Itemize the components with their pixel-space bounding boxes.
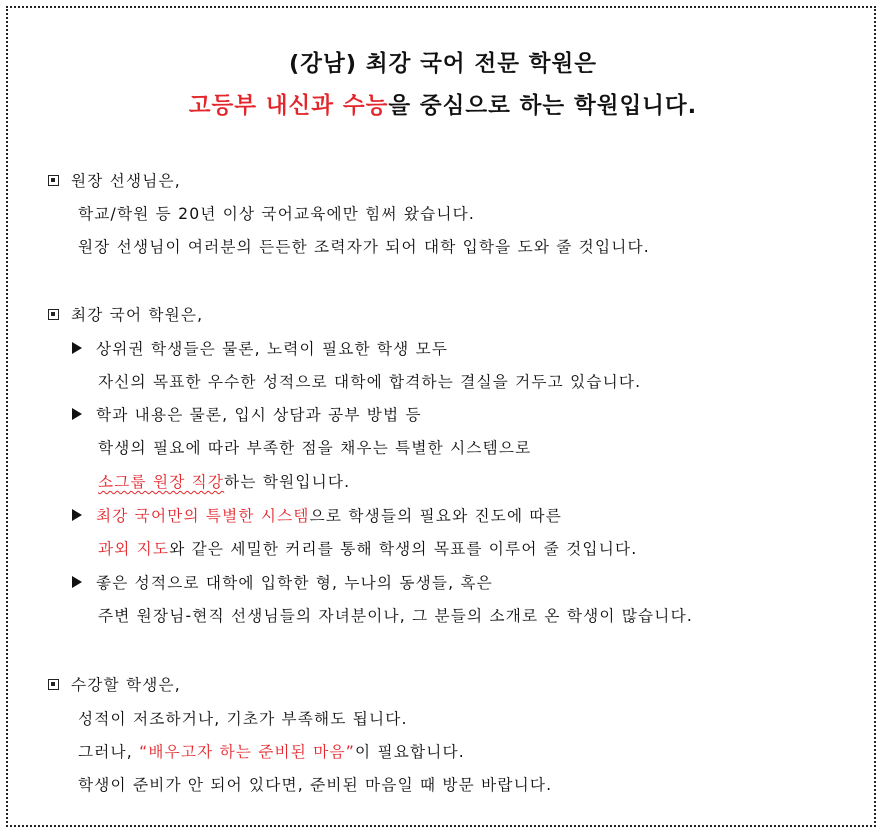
small-group-highlight: 소그룹 원장 직강: [98, 473, 225, 491]
section2-title: [48, 304, 203, 326]
bullet-2-line-3-rest: 하는 학원입니다.: [224, 473, 351, 491]
square-bullet-icon: [48, 309, 59, 320]
section1-line-1: 학교/학원 등 20년 이상 국어교육에만 힘써 왔습니다.: [78, 205, 476, 223]
section2-bullet-3-line-1: [72, 505, 562, 527]
section2-bullet-2-line-2: 학생의 필요에 따라 부족한 점을 채우는 특별한 시스템으로: [98, 439, 532, 457]
ready-mind-highlight: “배우고자 하는 준비된 마음”: [139, 743, 356, 761]
square-bullet-icon: [48, 175, 59, 186]
bullet-3-line-2-rest: 와 같은 세밀한 커리를 통해 학생의 목표를 이루어 줄 것입니다.: [169, 540, 638, 558]
section1-title-text: 원장 선생님은,: [71, 172, 181, 190]
tutoring-highlight: 과외 지도: [98, 540, 170, 558]
section2-bullet-2-line-3: [98, 471, 350, 493]
section3-line-2-pre: 그러나,: [78, 743, 140, 761]
bullet-4-text: 좋은 성적으로 대학에 입학한 형, 누나의 동생들, 혹은: [96, 574, 493, 592]
special-system-highlight: 최강 국어만의 특별한 시스템: [96, 507, 310, 525]
triangle-bullet-icon: [72, 509, 82, 521]
bullet-2-text: 학과 내용은 물론, 입시 상담과 공부 방법 등: [96, 406, 422, 424]
square-bullet-icon: [48, 679, 59, 690]
heading-line-2: [0, 88, 886, 120]
section1-title: [48, 170, 181, 192]
heading-highlight: 고등부 내신과 수능: [188, 93, 389, 119]
section2-bullet-2-line-1: [72, 404, 422, 426]
section2-bullet-4-line-2: 주변 원장님-현직 선생님들의 자녀분이나, 그 분들의 소개로 온 학생이 많습니다.: [98, 607, 693, 625]
triangle-bullet-icon: [72, 408, 82, 420]
heading-line-1: [0, 46, 886, 78]
heading-line-1-text: (강남) 최강 국어 전문 학원은: [289, 51, 597, 77]
section2-title-text: 최강 국어 학원은,: [71, 306, 204, 324]
section2-bullet-1-line-1: [72, 338, 448, 360]
section3-title: [48, 674, 181, 696]
section2-bullet-3-line-2: [98, 538, 637, 560]
section3-line-3: 학생이 준비가 안 되어 있다면, 준비된 마음일 때 방문 바랍니다.: [78, 776, 553, 794]
section2-bullet-4-line-1: [72, 572, 493, 594]
section3-line-2: [78, 741, 465, 763]
section1-line-2: 원장 선생님이 여러분의 든든한 조력자가 되어 대학 입학을 도와 줄 것입니다.: [78, 238, 650, 256]
bullet-1-text: 상위권 학생들은 물론, 노력이 필요한 학생 모두: [96, 340, 449, 358]
heading-line-2-rest: 을 중심으로 하는 학원입니다.: [388, 93, 698, 119]
section3-line-2-post: 이 필요합니다.: [355, 743, 465, 761]
triangle-bullet-icon: [72, 576, 82, 588]
section3-line-1: 성적이 저조하거나, 기초가 부족해도 됩니다.: [78, 710, 408, 728]
section3-title-text: 수강할 학생은,: [71, 676, 181, 694]
section2-bullet-1-line-2: 자신의 목표한 우수한 성적으로 대학에 합격하는 결실을 거두고 있습니다.: [98, 373, 642, 391]
triangle-bullet-icon: [72, 342, 82, 354]
bullet-3-line-1-rest: 으로 학생들의 필요와 진도에 따른: [309, 507, 562, 525]
